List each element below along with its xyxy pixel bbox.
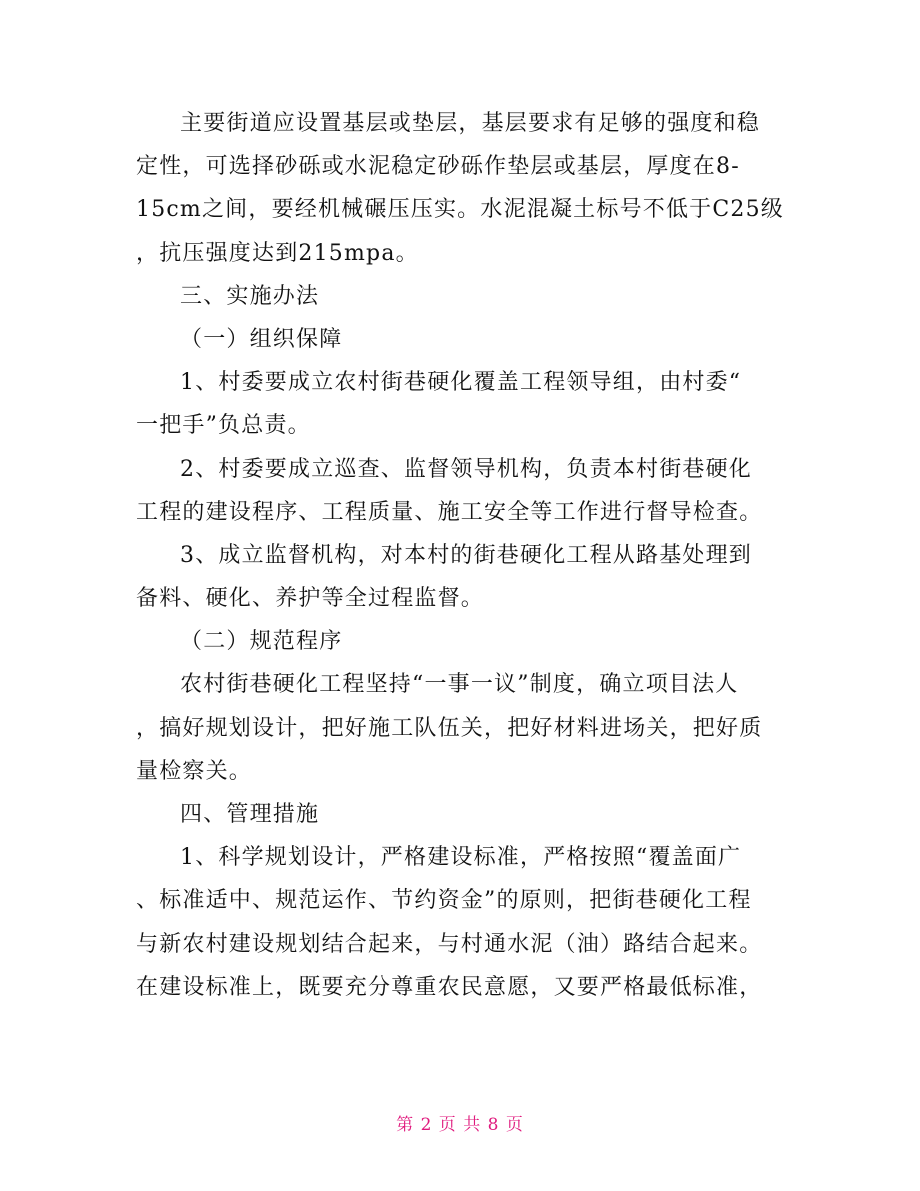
- subsection-heading: （一）组织保障: [180, 326, 343, 352]
- text-line: 备料、硬化、养护等全过程监督。: [136, 586, 485, 612]
- section-heading: 四、管理措施: [180, 802, 320, 827]
- text-line: 量检察关。: [136, 758, 253, 784]
- text-line: 主要街道应设置基层或垫层，基层要求有足够的强度和稳: [180, 111, 761, 136]
- page-number-footer: 第 2 页 共 8 页: [396, 1115, 524, 1135]
- text-line: 1、村委要成立农村街巷硬化覆盖工程领导组，由村委“: [180, 370, 742, 396]
- text-line: ，搞好规划设计，把好施工队伍关，把好材料进场关，把好质: [136, 715, 763, 741]
- text-line: 农村街巷硬化工程坚持“一事一议”制度，确立项目法人: [180, 672, 739, 698]
- text-line: 15cm之间，要经机械碾压压实。水泥混凝土标号不低于C25级: [136, 197, 785, 223]
- section-heading: 三、实施办法: [180, 283, 320, 309]
- text-line: 、标准适中、规范运作、节约资金”的原则，把街巷硬化工程: [136, 888, 752, 914]
- text-line: 一把手”负总责。: [136, 413, 311, 439]
- subsection-heading: （二）规范程序: [180, 629, 343, 655]
- text-line: ，抗压强度达到215mpa。: [136, 240, 419, 266]
- text-line: 定性，可选择砂砾或水泥稳定砂砾作垫层或基层，厚度在8-: [136, 154, 740, 180]
- text-line: 3、成立监督机构，对本村的街巷硬化工程从路基处理到: [180, 542, 752, 568]
- text-line: 工程的建设程序、工程质量、施工安全等工作进行督导检查。: [136, 499, 763, 525]
- text-line: 2、村委要成立巡查、监督领导机构，负责本村街巷硬化: [180, 456, 752, 482]
- text-line: 与新农村建设规划结合起来，与村通水泥（油）路结合起来。: [136, 931, 763, 957]
- text-line: 1、科学规划设计，严格建设标准，严格按照“覆盖面广: [180, 845, 742, 871]
- text-line: 在建设标准上，既要充分尊重农民意愿，又要严格最低标准，: [136, 974, 763, 1000]
- document-body: [136, 102, 786, 1009]
